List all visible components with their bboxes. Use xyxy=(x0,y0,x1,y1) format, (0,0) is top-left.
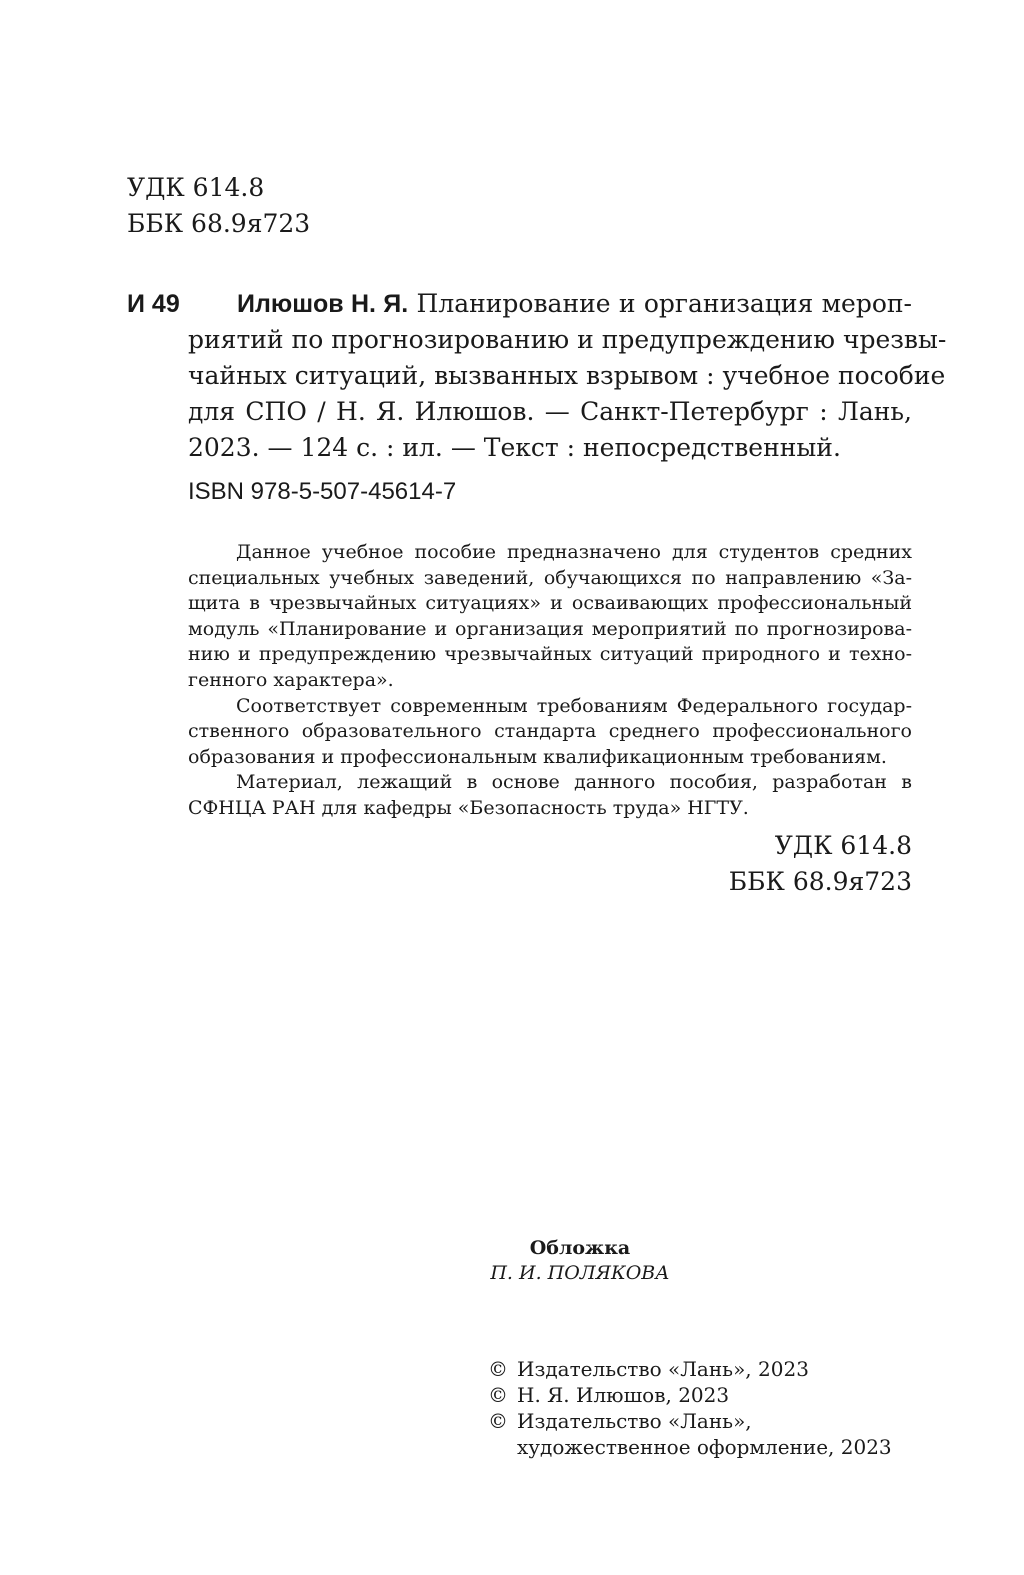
entry-line-3: чайных ситуаций, вызванных взрывом : учебное пособие xyxy=(188,361,946,390)
annotation xyxy=(188,540,912,822)
entry-line-2: риятий по прогнозированию и предупреждению чрезвы- xyxy=(188,325,947,354)
bbk-code: ББК 68.9я723 xyxy=(728,867,912,896)
entry-line-1 xyxy=(237,286,912,322)
entry-line-4: для СПО / Н. Я. Илюшов. — Санкт-Петербург : Лань, xyxy=(188,397,912,426)
annotation-line: СФНЦА РАН для кафедры «Безопасность труда» НГТУ. xyxy=(188,796,749,819)
entry-line-5: 2023. — 124 с. : ил. — Текст : непосредственный. xyxy=(188,433,841,462)
copyright-icon: © xyxy=(488,1357,508,1381)
cover-credit xyxy=(380,1236,780,1286)
copyright-line: © Издательство «Лань», 2023 xyxy=(488,1357,809,1381)
author-name: Илюшов Н. Я. xyxy=(237,290,409,318)
annotation-line: модуль «Планирование и организация мероприятий по прогнозирова- xyxy=(188,617,912,640)
entry-title-start: Планирование и организация мероп- xyxy=(416,289,912,318)
bibliographic-description xyxy=(188,286,947,466)
copyright-block xyxy=(488,1356,892,1460)
udk-code: УДК 614.8 xyxy=(127,173,265,202)
annotation-line: нию и предупреждению чрезвычайных ситуаций природного и техно- xyxy=(188,643,912,666)
copyright-icon: © xyxy=(488,1409,508,1433)
annotation-line: специальных учебных заведений, обучающихся по направлению «За- xyxy=(188,566,912,589)
annotation-line: Соответствует современным требованиям Федерального государ- xyxy=(236,694,912,717)
annotation-line: ственного образовательного стандарта среднего профессионального xyxy=(188,720,912,743)
top-classification-codes xyxy=(127,170,310,242)
copyright-line: © Н. Я. Илюшов, 2023 xyxy=(488,1383,730,1407)
bottom-classification-codes xyxy=(729,828,912,900)
annotation-line: Материал, лежащий в основе данного пособия, разработан в xyxy=(236,771,912,794)
copyright-icon: © xyxy=(488,1383,508,1407)
isbn: ISBN 978-5-507-45614-7 xyxy=(188,478,457,505)
bibliographic-entry xyxy=(127,286,947,466)
author-mark: И 49 xyxy=(127,290,180,318)
copyright-line: художественное оформление, 2023 xyxy=(517,1435,892,1459)
cover-designer: П. И. ПОЛЯКОВА xyxy=(490,1262,670,1284)
annotation-line: генного характера». xyxy=(188,668,394,691)
annotation-line: Данное учебное пособие предназначено для студентов средних xyxy=(236,541,912,563)
udk-code: УДК 614.8 xyxy=(774,831,912,860)
bbk-code: ББК 68.9я723 xyxy=(127,209,311,238)
annotation-line: щита в чрезвычайных ситуациях» и осваивающих профессиональный xyxy=(188,592,912,615)
cover-label: Обложка xyxy=(529,1237,631,1259)
copyright-line: © Издательство «Лань», xyxy=(488,1409,752,1433)
annotation-line: образования и профессиональным квалификационным требованиям. xyxy=(188,745,887,768)
